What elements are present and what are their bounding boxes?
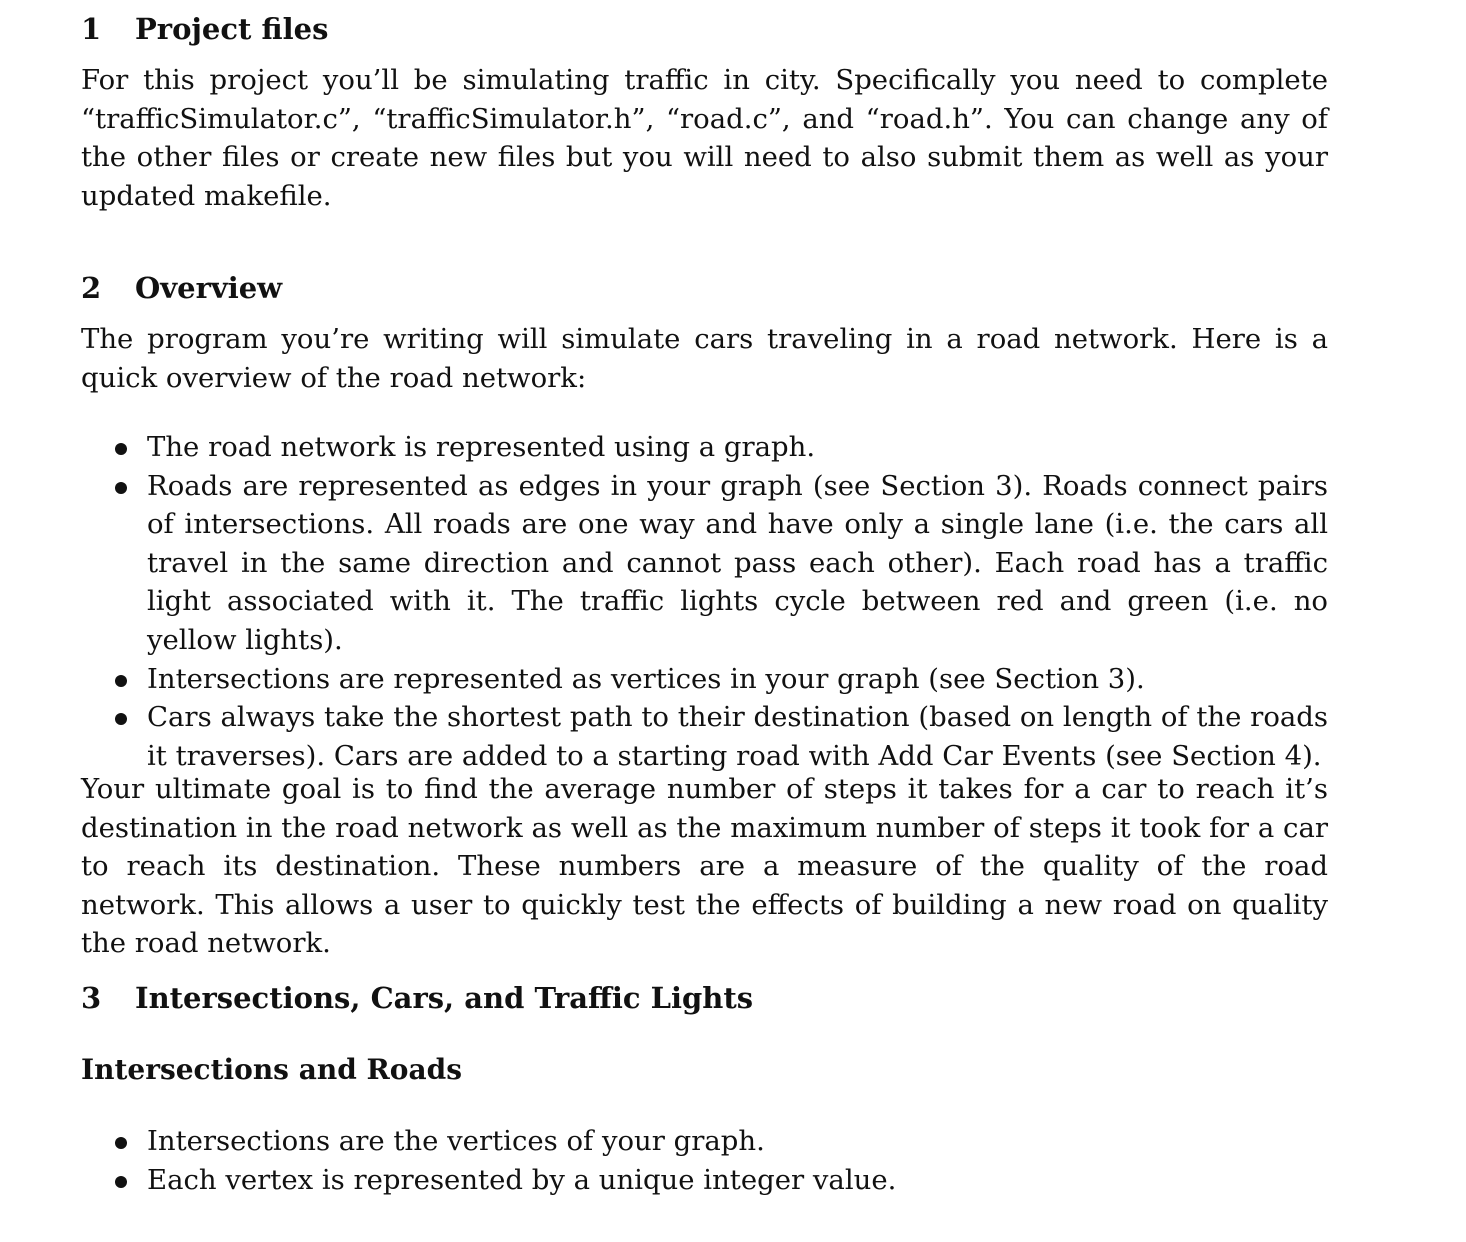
list-item-text: Each vertex is represented by a unique integer value.	[147, 1163, 897, 1196]
section-2-heading	[81, 271, 282, 305]
list-item	[111, 660, 1328, 699]
section-1-paragraph: For this project you’ll be simulating traffic in city. Specifically you need to complete “trafficSimulator.c”, “trafficSimulator.h”, “road.c”, and “road.h”. You can change any of the other files or create new files but you will need to also submit them as well as your updated makefile.	[81, 64, 1328, 212]
subsection-heading: Intersections and Roads	[81, 1053, 462, 1086]
section-2-number: 2	[81, 271, 102, 305]
list-item-text: Roads are represented as edges in your graph (see Section 3). Roads connect pairs of intersections. All roads are one way and have only a single lane (i.e. the cars all travel in the same direction and cannot pass each other). Each road has a traffic light associated with it. The traffic lights cycle between red and green (i.e. no yellow lights).	[147, 469, 1328, 656]
section-2-bullet-list	[111, 428, 1328, 775]
section-1-heading	[81, 12, 328, 46]
bullet-icon	[115, 1137, 127, 1149]
list-item-text: Intersections are the vertices of your graph.	[147, 1125, 765, 1157]
section-2-intro: The program you’re writing will simulate cars traveling in a road network. Here is a quick overview of the road network:	[81, 323, 1328, 394]
bullet-icon	[115, 675, 127, 687]
section-3-bullet-list	[111, 1122, 1328, 1199]
section-3-heading	[81, 981, 753, 1015]
bullet-icon	[115, 443, 127, 455]
list-item-text: The road network is represented using a graph.	[147, 431, 816, 463]
list-item	[111, 698, 1328, 775]
bullet-icon	[115, 713, 127, 725]
section-2-title: Overview	[135, 271, 283, 305]
list-item-text: Cars always take the shortest path to their destination (based on length of the roads it traverses). Cars are added to a starting road with Add Car Events (see Section 4).	[147, 701, 1328, 772]
section-2-conclusion: Your ultimate goal is to find the average number of steps it takes for a car to reach it’s destination in the road network as well as the maximum number of steps it took for a car to reach its destination. These numbers are a measure of the quality of the road network. This allows a user to quickly test the effects of building a new road on quality the road network.	[81, 773, 1328, 960]
section-1-number: 1	[81, 12, 102, 46]
section-1-title: Project files	[135, 12, 329, 46]
list-item-text: Intersections are represented as vertices in your graph (see Section 3).	[147, 662, 1145, 695]
list-item	[111, 467, 1328, 660]
list-item	[111, 1161, 1328, 1200]
bullet-icon	[115, 1176, 127, 1188]
section-3-title: Intersections, Cars, and Traffic Lights	[135, 981, 754, 1015]
list-item	[111, 428, 1328, 467]
section-3-number: 3	[81, 981, 102, 1015]
bullet-icon	[115, 482, 127, 494]
list-item	[111, 1122, 1328, 1161]
